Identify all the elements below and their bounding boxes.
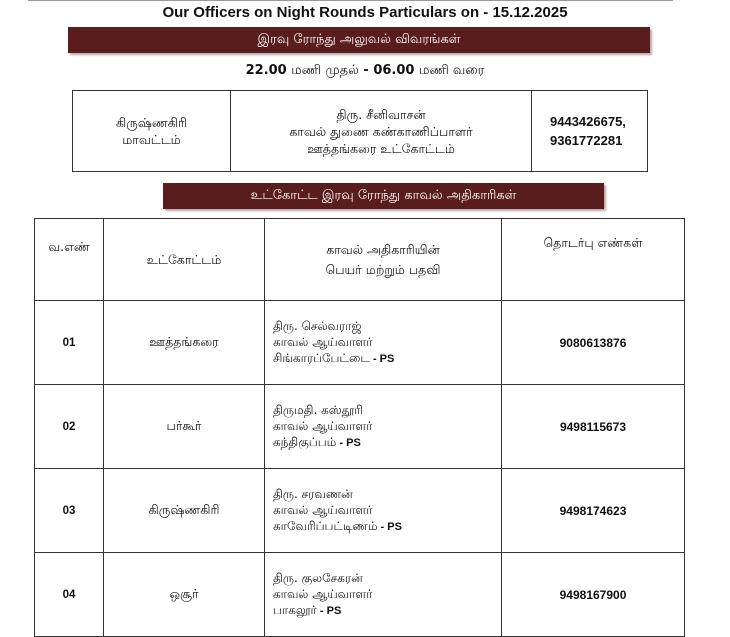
row-officer [265, 553, 502, 637]
district-name-cell [73, 91, 231, 172]
district-name-line2: மாவட்டம் [122, 132, 181, 147]
row-phone: 9080613876 [502, 301, 685, 385]
header-officer-line2: பெயர் மற்றும் பதவி [325, 261, 441, 277]
officer-rank: காவல் ஆய்வாளர் [273, 335, 373, 349]
district-officer-table [72, 90, 648, 172]
row-division: கிருஷ்ணகிரி [104, 469, 265, 553]
officer-station [273, 518, 500, 535]
station-name: காவேரிப்பட்டிணம் [273, 519, 378, 533]
district-phone-2: 9361772281 [550, 133, 623, 148]
header-sno: வ.எண் [35, 219, 104, 301]
row-sno: 02 [35, 385, 104, 469]
station-suffix: - PS [377, 521, 402, 533]
night-rounds-banner: இரவு ரோந்து அலுவல் விவரங்கள் [68, 27, 650, 53]
table-header-row [35, 219, 685, 301]
district-phones-cell [532, 91, 648, 172]
row-officer [265, 469, 502, 553]
row-division: பர்கூர் [104, 385, 265, 469]
district-officer-row [73, 91, 648, 172]
officer-name: திரு. சரவணன் [273, 487, 353, 501]
officer-name: திரு. குலசேகரன் [273, 571, 363, 585]
officer-station [273, 434, 500, 451]
district-officer-name: திரு. சீனிவாசன் [336, 106, 426, 122]
night-rounds-table [34, 218, 685, 637]
station-suffix: - PS [336, 437, 361, 449]
row-sno: 01 [35, 301, 104, 385]
table-row [35, 469, 685, 553]
time-start: 22.00 [245, 63, 287, 78]
header-officer-line1: காவல் அதிகாரியின் [326, 241, 440, 257]
station-suffix: - PS [316, 605, 342, 617]
time-to-word: மணி வரை [419, 63, 485, 78]
district-officer-division: ஊத்தங்கரை உட்கோட்டம் [307, 140, 455, 156]
table-row [35, 553, 685, 637]
header-officer [265, 219, 502, 301]
officer-station [273, 602, 500, 619]
station-name: சிங்காரப்பேட்டை [273, 351, 370, 365]
table-row [35, 385, 685, 469]
top-rule [28, 0, 673, 1]
header-division: உட்கோட்டம் [104, 219, 265, 301]
row-division: ஒசூர் [104, 553, 265, 637]
officer-name: திருமதி. கஸ்தூரி [273, 403, 363, 417]
officer-rank: காவல் ஆய்வாளர் [273, 419, 373, 433]
district-phone-1: 9443426675, [550, 114, 626, 129]
station-name: கந்திகுப்பம் [273, 435, 337, 449]
station-suffix: - PS [369, 353, 395, 365]
row-phone: 9498167900 [502, 553, 685, 637]
time-end: - 06.00 [363, 63, 415, 78]
header-phone: தொடர்பு எண்கள் [502, 219, 685, 301]
subdivision-officers-banner: உட்கோட்ட இரவு ரோந்து காவல் அதிகாரிகள் [163, 183, 604, 209]
row-sno: 04 [35, 553, 104, 637]
row-officer [265, 301, 502, 385]
station-name: பாகலூர் [273, 603, 317, 617]
officer-station [273, 350, 500, 367]
district-name-line1: கிருஷ்ணகிரி [116, 115, 187, 130]
row-phone: 9498174623 [502, 469, 685, 553]
officer-rank: காவல் ஆய்வாளர் [273, 503, 373, 517]
row-division: ஊத்தங்கரை [104, 301, 265, 385]
timing-line [0, 63, 730, 79]
table-row [35, 301, 685, 385]
district-officer-cell [231, 91, 532, 172]
district-officer-rank: காவல் துணை கண்காணிப்பாளர் [289, 123, 473, 139]
time-from-word: மணி முதல் [291, 63, 359, 78]
row-sno: 03 [35, 469, 104, 553]
officer-name: திரு. செல்வராஜ் [273, 319, 362, 333]
officer-rank: காவல் ஆய்வாளர் [273, 587, 373, 601]
row-phone: 9498115673 [502, 385, 685, 469]
page-title: Our Officers on Night Rounds Particulars on - 15.12.2025 [162, 4, 568, 21]
row-officer [265, 385, 502, 469]
